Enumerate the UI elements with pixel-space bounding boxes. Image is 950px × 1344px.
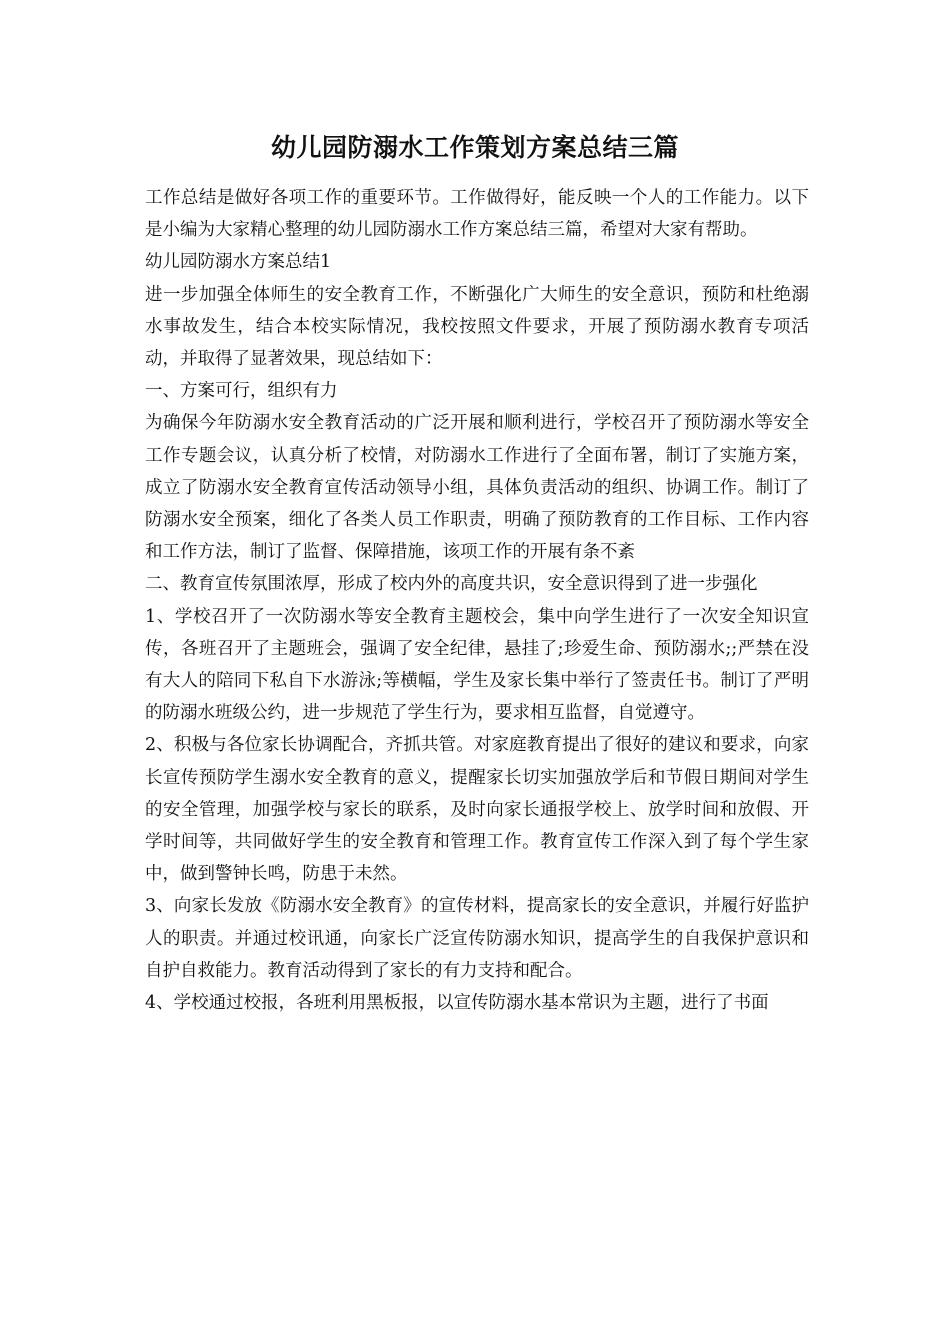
list-item: 3、向家长发放《防溺水安全教育》的宣传材料，提高家长的安全意识，并履行好监护人的职责。并通过校讯通，向家长广泛宣传防溺水知识，提高学生的自我保护意识和自护自救能力。教育活动得到了家长的有力支持和配合。 xyxy=(145,896,809,981)
list-item: 1、学校召开了一次防溺水等安全教育主题校会，集中向学生进行了一次安全知识宣传，各班召开了主题班会，强调了安全纪律，悬挂了;珍爱生命、预防溺水;;严禁在没有大人的陪同下私自下水游泳;等横幅，学生及家长集中举行了签责任书。制订了严明的防溺水班级公约，进一步规范了学生行为，要求相互监督，自觉遵守。 xyxy=(145,606,809,724)
section-heading: 幼儿园防溺水方案总结1 xyxy=(145,252,332,273)
paragraph: 为确保今年防溺水安全教育活动的广泛开展和顺利进行，学校召开了预防溺水等安全工作专题会议，认真分析了校情，对防溺水工作进行了全面布署，制订了实施方案，成立了防溺水安全教育宣传活动领导小组，具体负责活动的组织、协调工作。制订了防溺水安全预案，细化了各类人员工作职责，明确了预防教育的工作目标、工作内容和工作方法，制订了监督、保障措施，该项工作的开展有条不紊 xyxy=(145,413,809,563)
paragraph: 进一步加强全体师生的安全教育工作，不断强化广大师生的安全意识，预防和杜绝溺水事故发生，结合本校实际情况，我校按照文件要求，开展了预防溺水教育专项活动，并取得了显著效果，现总结如下： xyxy=(145,284,809,370)
list-item: 4、学校通过校报，各班利用黑板报，以宣传防溺水基本常识为主题，进行了书面 xyxy=(145,993,769,1014)
subsection-heading: 一、方案可行，组织有力 xyxy=(145,381,338,402)
list-item: 2、积极与各位家长协调配合，齐抓共管。对家庭教育提出了很好的建议和要求，向家长宣传预防学生溺水安全教育的意义，提醒家长切实加强放学后和节假日期间对学生的安全管理，加强学校与家长的联系，及时向家长通报学校上、放学时间和放假、开学时间等，共同做好学生的安全教育和管理工作。教育宣传工作深入到了每个学生家中，做到警钟长鸣，防患于未然。 xyxy=(145,735,809,885)
document-title: 幼儿园防溺水工作策划方案总结三篇 xyxy=(270,133,679,162)
document-body xyxy=(145,182,809,1019)
subsection-heading: 二、教育宣传氛围浓厚，形成了校内外的高度共识，安全意识得到了进一步强化 xyxy=(145,574,758,595)
paragraph-intro: 工作总结是做好各项工作的重要环节。工作做得好，能反映一个人的工作能力。以下是小编为大家精心整理的幼儿园防溺水工作方案总结三篇，希望对大家有帮助。 xyxy=(145,188,809,241)
